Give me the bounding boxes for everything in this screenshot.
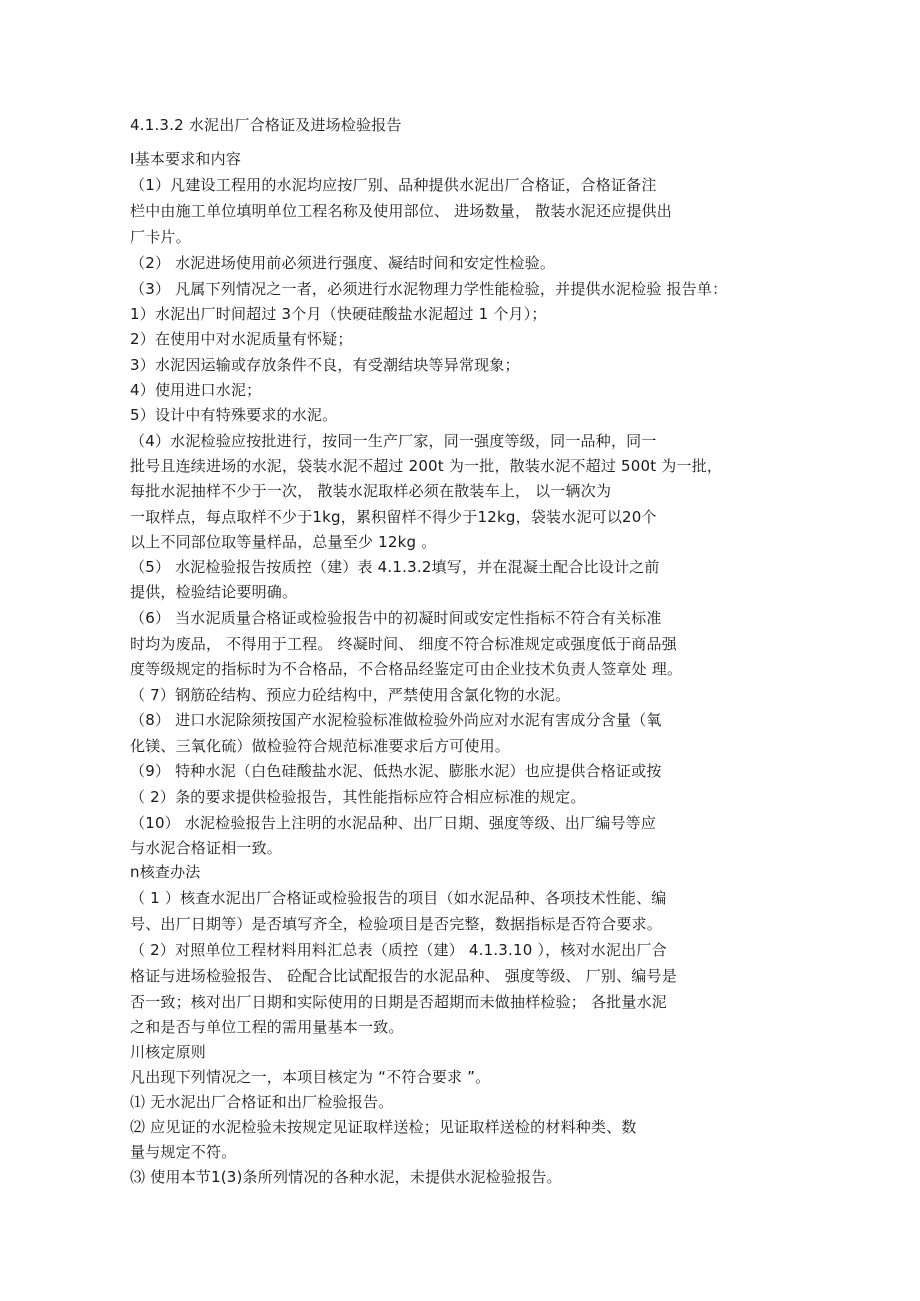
text-line: （1）凡建设工程用的水泥均应按厂别、品种提供水泥出厂合格证，合格证备注: [130, 176, 657, 194]
text-line: （9） 特种水泥（白色硅酸盐水泥、低热水泥、膨胀水泥）也应提供合格证或按: [130, 762, 662, 780]
text-line: （3） 凡属下列情况之一者，必须进行水泥物理力学性能检验，并提供水泥检验 报告单：: [130, 280, 728, 298]
text-line: （8） 进口水泥除须按国产水泥检验标准做检验外尚应对水泥有害成分含量（氧: [130, 711, 662, 729]
text-line: ⑵ 应见证的水泥检验未按规定见证取样送检；见证取样送检的材料种类、数: [130, 1118, 637, 1136]
subsection-heading: n核查办法: [130, 863, 201, 881]
text-line: 一取样点，每点取样不少于1kg，累积留样不得少于12kg，袋装水泥可以20个: [130, 508, 657, 526]
text-line: 之和是否与单位工程的需用量基本一致。: [130, 1018, 404, 1036]
text-line: （ 1 ）核查水泥出厂合格证或检验报告的项目（如水泥品种、各项技术性能、编: [130, 889, 667, 907]
text-line: 1）水泥出厂时间超过 3个月（快硬硅酸盐水泥超过 1 个月）；: [130, 305, 547, 323]
text-line: （10） 水泥检验报告上注明的水泥品种、出厂日期、强度等级、出厂编号等应: [130, 814, 657, 832]
text-line: （ 2）对照单位工程材料用料汇总表（质控（建） 4.1.3.10 ），核对水泥出厂合: [130, 941, 667, 959]
text-line: ⑴ 无水泥出厂合格证和出厂检验报告。: [130, 1093, 394, 1111]
text-line: （5） 水泥检验报告按质控（建）表 4.1.3.2填写，并在混凝土配合比设计之前: [130, 558, 660, 576]
text-line: I基本要求和内容: [130, 150, 242, 168]
subsection-heading: 川核定原则: [130, 1043, 207, 1061]
text-line: 提供，检验结论要明确。: [130, 583, 298, 601]
text-line: 2）在使用中对水泥质量有怀疑；: [130, 330, 353, 348]
text-line: 批号且连续进场的水泥，袋装水泥不超过 200t 为一批，散装水泥不超过 500t 为一批，: [130, 457, 723, 475]
text-line: 否一致；核对出厂日期和实际使用的日期是否超期而未做抽样检验； 各批量水泥: [130, 993, 667, 1011]
text-line: （6） 当水泥质量合格证或检验报告中的初凝时间或安定性指标不符合有关标准: [130, 609, 662, 627]
text-line: 量与规定不符。: [130, 1143, 237, 1161]
text-line: 4）使用进口水泥；: [130, 381, 262, 399]
text-line: 格证与进场检验报告、 砼配合比试配报告的水泥品种、 强度等级、 厂别、编号是: [130, 967, 677, 985]
text-line: 每批水泥抽样不少于一次， 散装水泥取样必须在散装车上， 以一辆次为: [130, 482, 612, 500]
text-line: 时均为废品， 不得用于工程。 终凝时间、 细度不符合标准规定或强度低于商品强: [130, 635, 677, 653]
text-line: 3）水泥因运输或存放条件不良，有受潮结块等异常现象；: [130, 356, 520, 374]
text-line: 凡出现下列情况之一，本项目核定为 “不符合要求 ”。: [130, 1068, 491, 1086]
section-title: 4.1.3.2 水泥出厂合格证及进场检验报告: [130, 116, 402, 134]
text-line: ⑶ 使用本节1(3)条所列情况的各种水泥，未提供水泥检验报告。: [130, 1168, 562, 1186]
text-line: 号、出厂日期等）是否填写齐全，检验项目是否完整，数据指标是否符合要求。: [130, 915, 663, 933]
text-line: 以上不同部位取等量样品，总量至少 12kg 。: [130, 533, 437, 551]
text-line: 栏中由施工单位填明单位工程名称及使用部位、 进场数量， 散装水泥还应提供出: [130, 202, 672, 220]
text-line: 5）设计中有特殊要求的水泥。: [130, 406, 338, 424]
text-line: 与水泥合格证相一致。: [130, 839, 283, 857]
text-line: （ 2）条的要求提供检验报告，其性能指标应符合相应标准的规定。: [130, 788, 586, 806]
text-line: 厂卡片。: [130, 228, 191, 246]
text-line: （2） 水泥进场使用前必须进行强度、凝结时间和安定性检验。: [130, 254, 556, 272]
text-line: 度等级规定的指标时为不合格品，不合格品经鉴定可由企业技术负责人签章处 理。: [130, 660, 683, 678]
text-line: 化镁、三氧化硫）做检验符合规范标准要求后方可使用。: [130, 737, 511, 755]
text-line: （ 7）钢筋砼结构、预应力砼结构中，严禁使用含氯化物的水泥。: [130, 686, 571, 704]
text-line: （4）水泥检验应按批进行，按同一生产厂家，同一强度等级，同一品种，同一: [130, 432, 657, 450]
